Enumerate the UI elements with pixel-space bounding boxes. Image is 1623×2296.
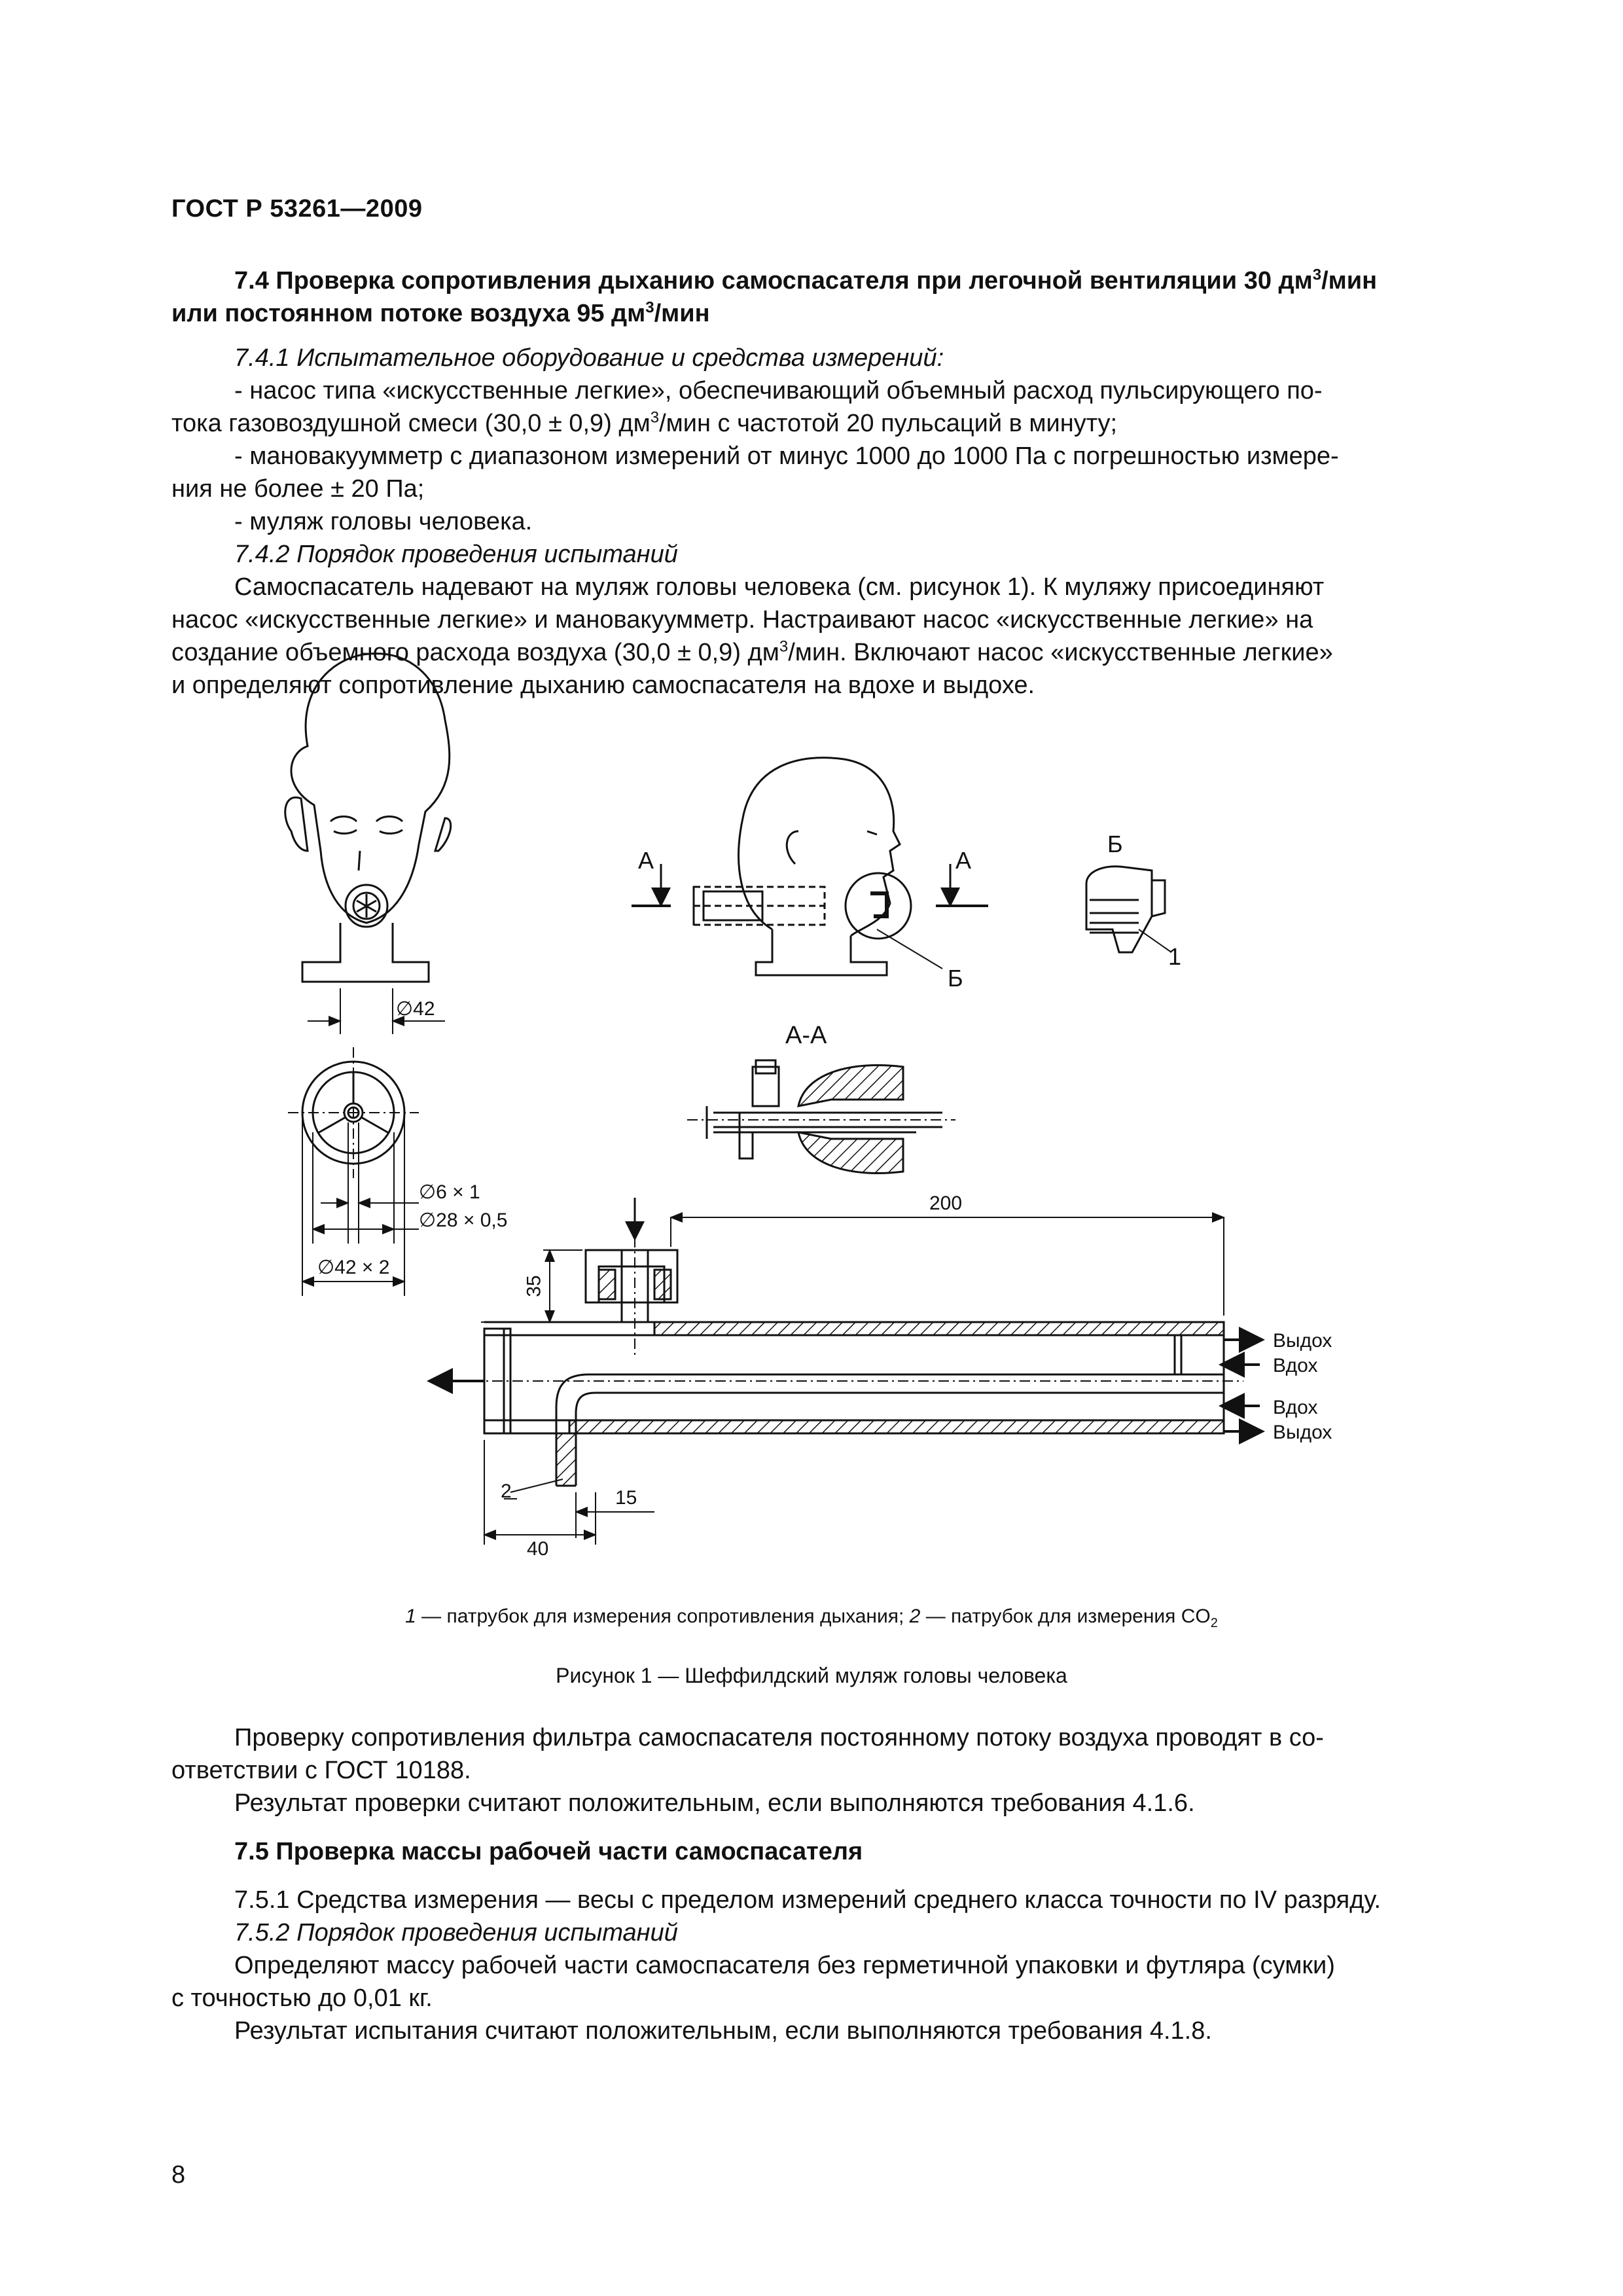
- section-a-a-title: А-А: [785, 1022, 827, 1049]
- procedure-paragraph-line3: создание объемного расхода воздуха (30,0 ± 0,9) $дм^3$/мин. Включают насос «искусственные легкие»: [171, 637, 1333, 666]
- dim-length-40: 40: [527, 1538, 549, 1560]
- page-number: 8: [171, 2161, 186, 2189]
- procedure-paragraph-line4: и определяют сопротивление дыханию самоспасателя на вдохе и выдохе.: [171, 672, 1035, 699]
- subsection-7-4-1: 7.4.1 Испытательное оборудование и средства измерений:: [234, 344, 944, 372]
- result-paragraph-7-5: Результат испытания считают положительным, если выполняются требования 4.1.8.: [234, 2017, 1212, 2045]
- section-marker-a-right: А: [955, 847, 972, 874]
- equipment-item-1-line2: тока газовоздушной смеси (30,0 ± 0,9) $дм^3$/мин с частотой 20 пульсаций в минуту;: [171, 408, 1118, 437]
- flow-label-inhale-top: Вдох: [1273, 1355, 1318, 1376]
- flow-label-exhale-bottom: Выдох: [1273, 1422, 1332, 1443]
- dim-diameter-6x1: ∅6 × 1: [419, 1181, 480, 1203]
- dim-height-35: 35: [523, 1275, 545, 1297]
- document-header: ГОСТ Р 53261—2009: [171, 195, 423, 223]
- section-marker-a-left: А: [638, 847, 654, 874]
- head-side-view: [632, 758, 988, 975]
- detail-callout-b: Б: [948, 965, 963, 992]
- flow-label-exhale-top: Выдох: [1273, 1330, 1332, 1352]
- subsection-7-5-1: 7.5.1 Средства измерения — весы с пределом измерений среднего класса точности по IV разряду.: [234, 1886, 1382, 1914]
- subsection-7-5-2: 7.5.2 Порядок проведения испытаний: [234, 1919, 678, 1946]
- head-front-view: [285, 653, 451, 1034]
- dim-diameter-42x2: ∅42 × 2: [317, 1257, 390, 1278]
- callout-2: 2: [501, 1480, 512, 1502]
- procedure-paragraph-line1: Самоспасатель надевают на муляж головы человека (см. рисунок 1). К муляжу присоединяют: [234, 573, 1325, 601]
- mass-procedure-paragraph-line2: с точностью до 0,01 кг.: [171, 1984, 433, 2012]
- section-a-a-view: [687, 1060, 955, 1174]
- result-paragraph-7-4: Результат проверки считают положительным, если выполняются требования 4.1.6.: [234, 1789, 1195, 1817]
- procedure-paragraph-line2: насос «искусственные легкие» и мановакуумметр. Настраивают насос «искусственные легкие» на: [171, 606, 1313, 634]
- dim-diameter-28x05: ∅28 × 0,5: [419, 1210, 508, 1231]
- equipment-item-1: - насос типа «искусственные легкие», обеспечивающий объемный расход пульсирующего по-: [234, 377, 1323, 404]
- detail-b-view: [1086, 867, 1171, 952]
- filter-check-paragraph-line2: ответствии с ГОСТ 10188.: [171, 1757, 471, 1784]
- flow-label-inhale-bottom: Вдох: [1273, 1397, 1318, 1418]
- equipment-item-2-line2: ния не более ± 20 Па;: [171, 475, 425, 503]
- section-7-5-title: 7.5 Проверка массы рабочей части самоспасателя: [234, 1838, 863, 1865]
- equipment-item-2: - мановакуумметр с диапазоном измерений от минус 1000 до 1000 Па с погрешностью измере-: [234, 442, 1339, 470]
- callout-1: 1: [1168, 943, 1182, 970]
- figure-legend: 1 — патрубок для измерения сопротивления дыхания; 2 — патрубок для измерения $CO_2$: [405, 1605, 1218, 1630]
- subsection-7-4-2: 7.4.2 Порядок проведения испытаний: [234, 541, 678, 568]
- main-tube-assembly: [432, 1198, 1260, 1545]
- after-figure-text: [171, 1721, 1457, 2047]
- dim-offset-15: 15: [615, 1487, 637, 1509]
- mass-procedure-paragraph-line1: Определяют массу рабочей части самоспасателя без герметичной упаковки и футляра (сумки): [234, 1952, 1335, 1979]
- filter-check-paragraph-line1: Проверку сопротивления фильтра самоспасателя постоянному потоку воздуха проводят в со-: [234, 1724, 1324, 1751]
- equipment-item-3: - муляж головы человека.: [234, 508, 533, 535]
- section-7-4-title: 7.4 Проверка сопротивления дыханию самоспасателя при легочной вентиляции 30 $дм^3$/мин: [234, 266, 1378, 295]
- detail-b-title: Б: [1107, 831, 1123, 857]
- section-7-4-title-line2: или постоянном потоке воздуха 95 $дм^3$/мин: [171, 298, 710, 327]
- dim-length-200: 200: [929, 1193, 963, 1214]
- dim-diameter-42: ∅42: [396, 998, 435, 1020]
- figure-caption: Рисунок 1 — Шеффилдский муляж головы человека: [556, 1664, 1067, 1687]
